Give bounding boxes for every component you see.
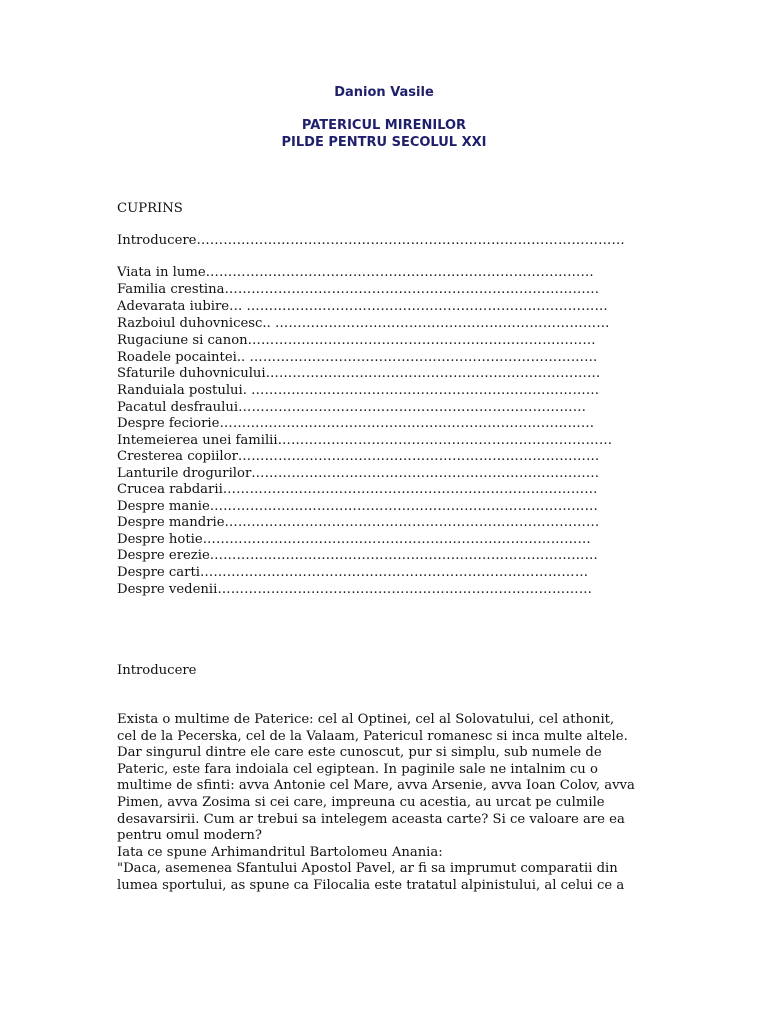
toc-entry[interactable] [117,265,594,281]
toc-entry-title: Viata in lume [117,265,206,280]
toc-entry[interactable] [117,282,599,298]
toc-entry[interactable] [117,515,599,531]
toc-entry-leader: …………………………………………………………………………… [205,265,594,280]
paragraph-line: multime de sfinti: avva Antonie cel Mare, avva Arsenie, avva Ioan Colov, avva [117,778,635,794]
toc-entry[interactable] [117,565,588,581]
toc-entry[interactable] [117,548,598,564]
toc-entry-title: Rugaciune si canon [117,333,248,348]
toc-entry[interactable] [117,233,625,249]
toc-entry-leader: ………………………………………………………………………… [222,482,598,497]
paragraph-line: Iata ce spune Arhimandritul Bartolomeu Anania: [117,844,443,860]
toc-entry-title: Cresterea copiilor [117,449,238,464]
toc-entry[interactable] [117,333,596,349]
toc-entry-leader: ………………………………………………………………………… [219,416,595,431]
introduction-paragraph [117,712,657,895]
toc-entry[interactable] [117,366,600,382]
paragraph-line: desavarsirii. Cum ar trebui sa intelegem aceasta carte? Si ce valoare are ea [117,811,625,827]
toc-entry-title: Razboiul duhovnicesc.. [117,316,275,331]
section-heading-introducere: Introducere [117,663,197,678]
toc-entry-leader: …………………………………………………………………… [251,466,600,481]
author-name: Danion Vasile [334,85,434,100]
toc-entry-leader: …………………………………………………………………………………… [196,233,625,248]
toc-entry-leader: …………………………………………………………………… [249,350,598,365]
toc-entry-title: Adevarata iubire… [117,299,247,314]
toc-entry-title: Introducere [117,233,197,248]
toc-entry-leader: ………………………………………………………………………… [224,515,600,530]
paragraph-line: pentru omul modern? [117,828,262,844]
toc-entry-title: Sfaturile duhovnicului [117,366,266,381]
toc-entry-leader: ………………………………………………………………… [265,366,601,381]
toc-entry[interactable] [117,350,598,366]
toc-entry-leader: ……………………………………………………………………… [246,299,608,314]
toc-entry-title: Despre hotie [117,532,203,547]
toc-entry-leader: ………………………………………………………………… [277,433,613,448]
toc-entry[interactable] [117,416,594,432]
toc-entry-leader: …………………………………………………………………………… [202,532,591,547]
toc-entry[interactable] [117,383,599,399]
toc-entry-title: Roadele pocaintei.. [117,350,250,365]
toc-entry-leader: …………………………………………………………………………… [199,565,589,580]
toc-entry-title: Despre vedenii [117,582,218,597]
toc-entry-leader: …………………………………………………………………………… [209,499,599,514]
toc-entry-leader: ……………………………………………………………………… [237,449,600,464]
toc-entry-leader: ………………………………………………………………… [275,316,610,331]
toc-entry-title: Despre mandrie [117,515,225,530]
toc-entry[interactable] [117,433,612,449]
toc-entry-leader: …………………………………………………………………… [251,383,600,398]
paragraph-line: Pateric, este fara indoiala cel egiptean. In paginile sale ne intalnim cu o [117,761,598,777]
paragraph-line: cel de la Pecerska, cel de la Valaam, Patericul romanesc si inca multe altele. [117,728,628,744]
toc-entry[interactable] [117,400,586,416]
book-subtitle: PILDE PENTRU SECOLUL XXI [281,135,487,150]
toc-entry-title: Despre erezie [117,548,210,563]
toc-entry[interactable] [117,482,598,498]
toc-entry-title: Familia crestina [117,282,225,297]
toc-entry-leader: ………………………………………………………………………… [217,582,593,597]
toc-entry[interactable] [117,532,591,548]
book-title: PATERICUL MIRENILOR [301,118,467,133]
toc-entry-title: Despre carti [117,565,200,580]
toc-entry-leader: …………………………………………………………………… [238,400,587,415]
paragraph-line: "Daca, asemenea Sfantului Apostol Pavel, ar fi sa imprumut comparatii din [117,861,618,877]
toc-entry[interactable] [117,499,598,515]
toc-heading: CUPRINS [117,201,183,216]
toc-entry-title: Despre feciorie [117,416,220,431]
paragraph-line: lumea sportului, as spune ca Filocalia este tratatul alpinistului, al celui ce a [117,877,625,893]
paragraph-line: Dar singurul dintre ele care este cunoscut, pur si simplu, sub numele de [117,745,602,761]
toc-entry[interactable] [117,582,592,598]
toc-entry-title: Randuiala postului. [117,383,252,398]
toc-entry-leader: …………………………………………………………………………… [209,548,599,563]
toc-entry[interactable] [117,299,608,315]
toc-entry-title: Lanturile drogurilor [117,466,252,481]
toc-entry-leader: ………………………………………………………………………… [224,282,600,297]
toc-entry-title: Despre manie [117,499,210,514]
paragraph-line: Pimen, avva Zosima si cei care, impreuna cu acestia, au urcat pe culmile [117,794,605,810]
toc-entry-leader: …………………………………………………………………… [247,333,596,348]
paragraph-line: Exista o multime de Paterice: cel al Optinei, cel al Solovatului, cel athonit, [117,712,615,727]
toc-entry-title: Crucea rabdarii [117,482,223,497]
toc-entry[interactable] [117,449,599,465]
toc-entry[interactable] [117,316,610,332]
toc-entry-title: Pacatul desfraului [117,400,239,415]
toc-entry-title: Intemeierea unei familii [117,433,278,448]
toc-entry[interactable] [117,466,599,482]
